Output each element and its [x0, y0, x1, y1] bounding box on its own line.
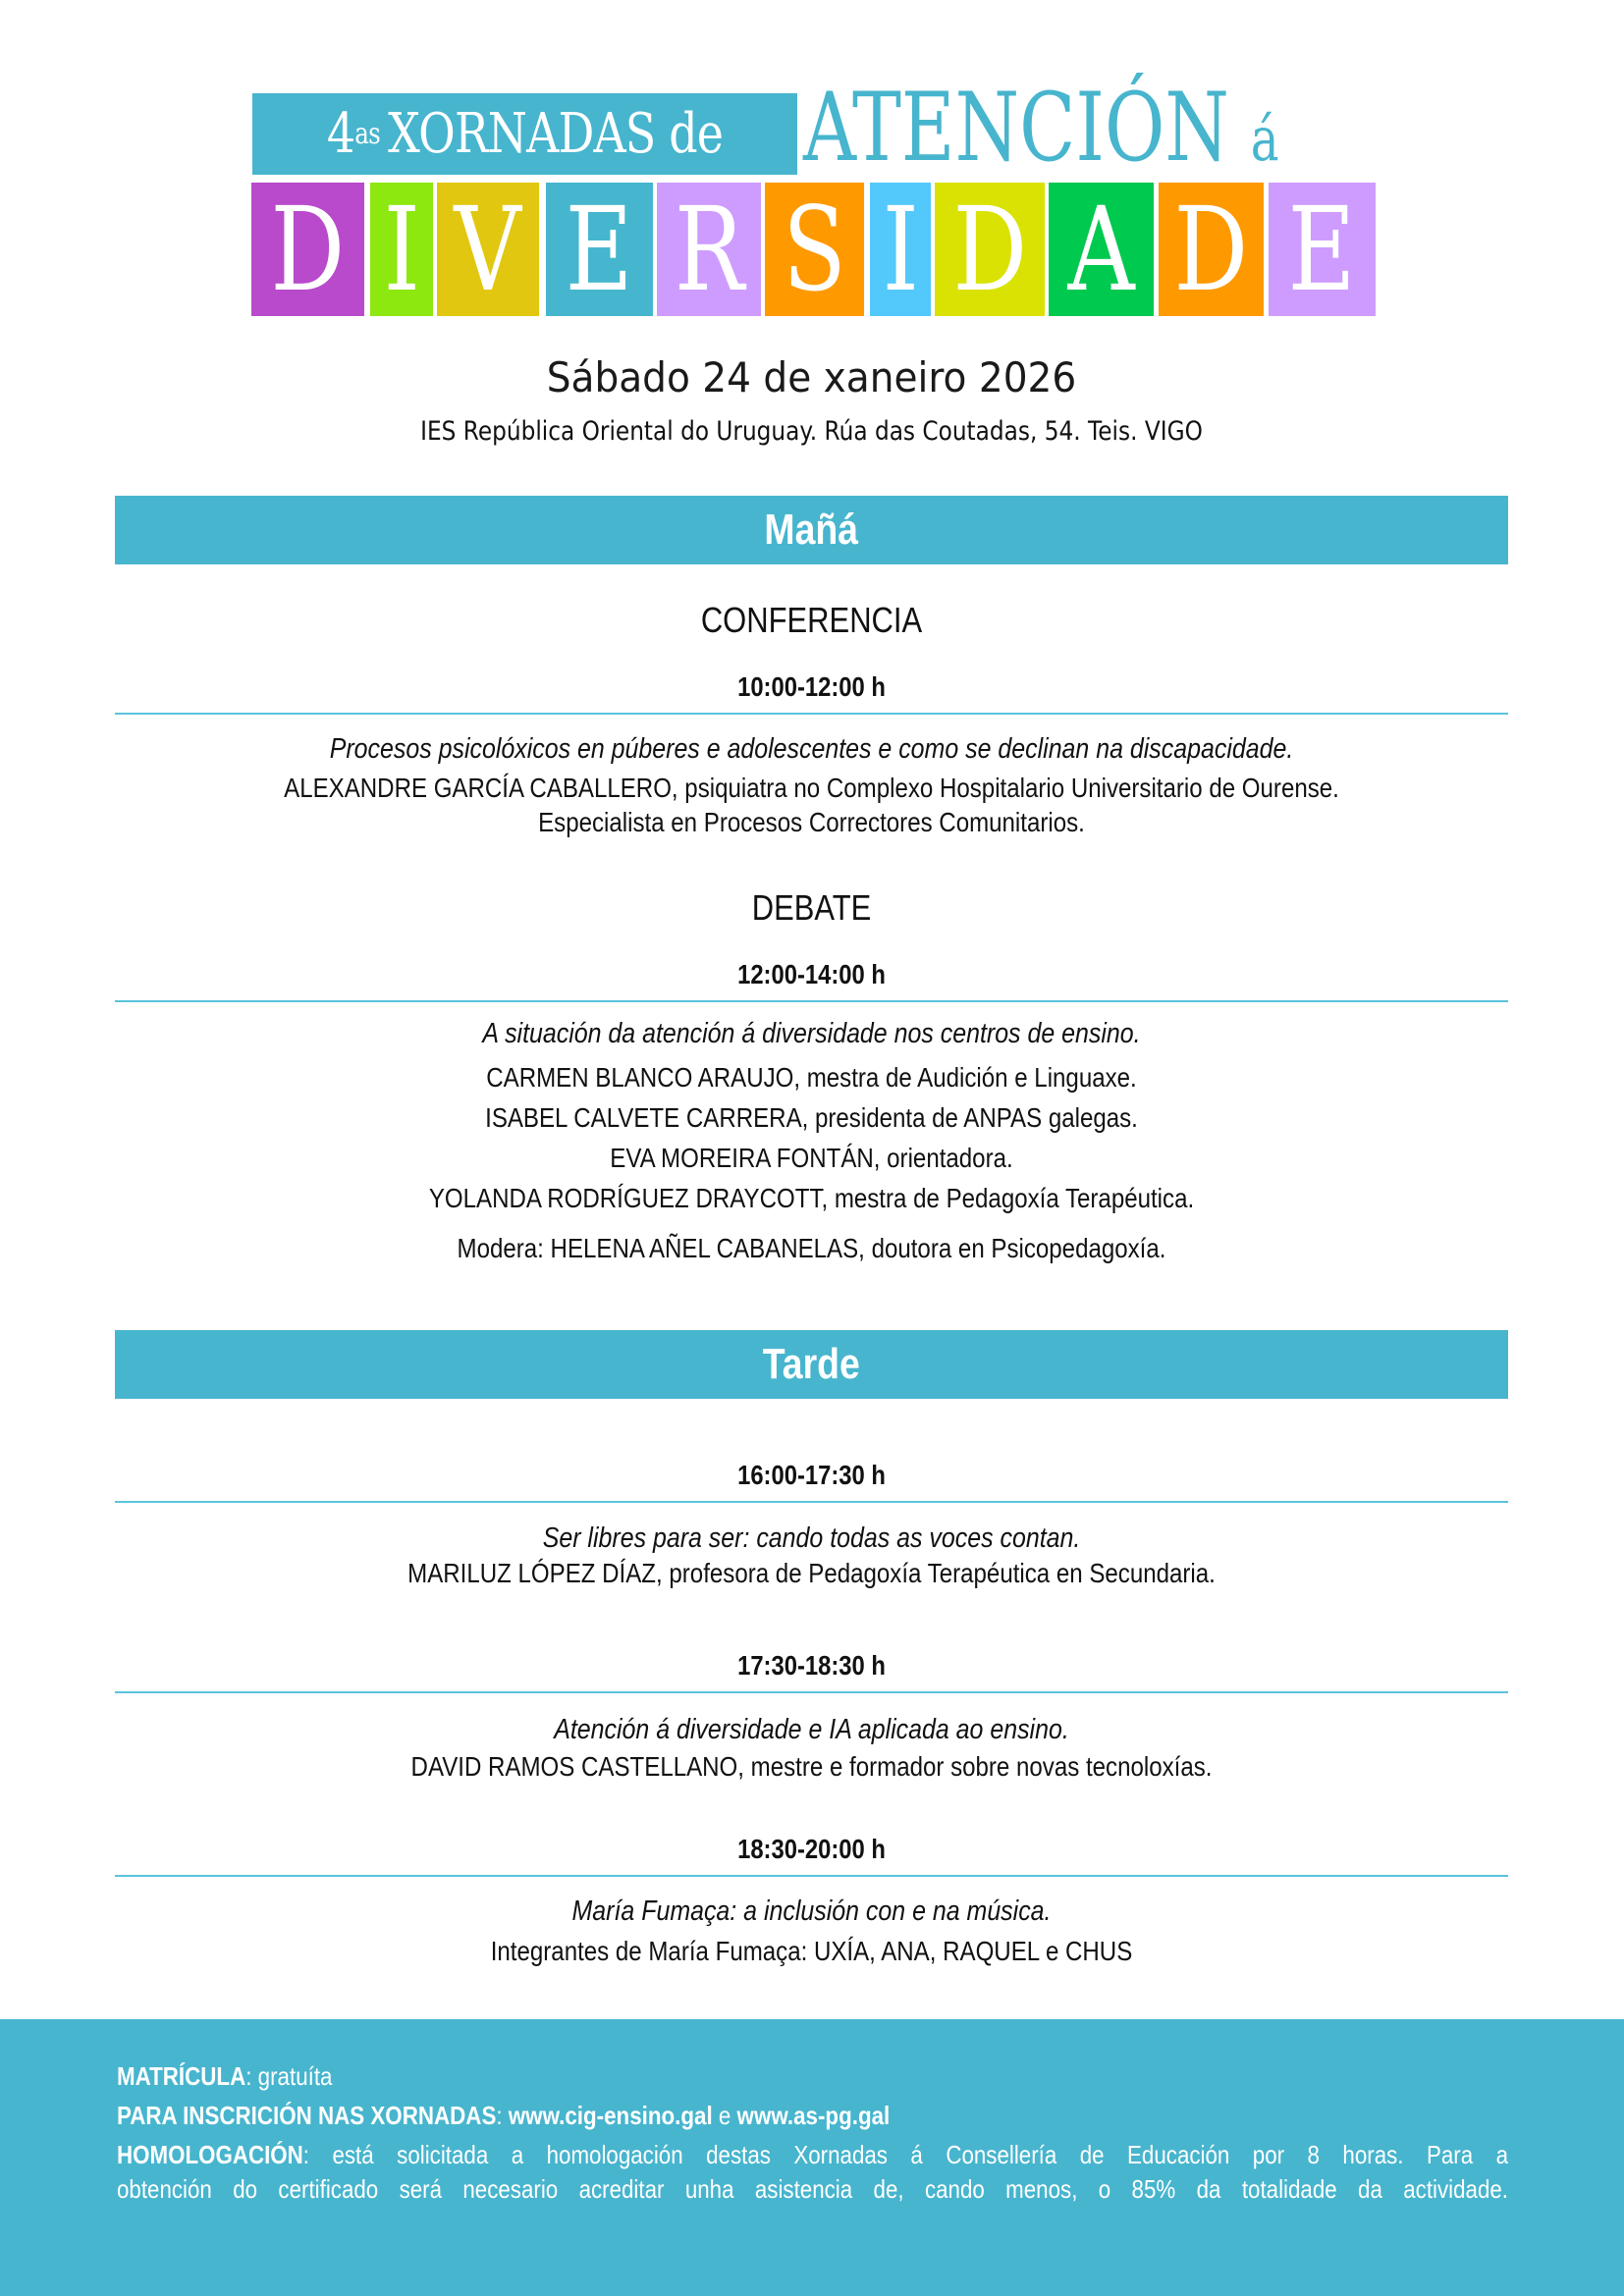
logo-a-accent: á: [1250, 103, 1279, 175]
speaker-line: DAVID RAMOS CASTELLANO, mestre e formador sobre novas tecnoloxías.: [410, 1751, 1213, 1782]
session-type-conference: CONFERENCIA: [700, 600, 923, 640]
speaker-line: Especialista en Procesos Correctores Comunitarios.: [538, 807, 1085, 837]
speaker-line: YOLANDA RODRÍGUEZ DRAYCOTT, mestra de Pedagoxía Terapéutica.: [428, 1183, 1195, 1213]
session-title: A situación da atención á diversidade nos centros de ensino.: [482, 1018, 1141, 1049]
logo-atencion-text: ATENCIÓN: [803, 73, 1229, 183]
divider: [115, 1000, 1508, 1002]
logo-edition-box: [252, 93, 797, 175]
speaker-line: ALEXANDRE GARCÍA CABALLERO, psiquiatra no Complexo Hospitalario Universitario de Ourense.: [284, 773, 1339, 803]
link-cig-ensino[interactable]: www.cig-ensino.gal: [508, 2101, 713, 2130]
logo-tile: D: [251, 183, 364, 316]
divider: [115, 1875, 1508, 1877]
logo-tile: E: [1269, 183, 1376, 316]
logo-tile: R: [657, 183, 761, 316]
event-venue: IES República Oriental do Uruguay. Rúa das Coutadas, 54. Teis. VIGO: [420, 416, 1203, 447]
logo-atencion: [803, 73, 1279, 183]
divider: [115, 713, 1508, 715]
session-time: 18:30-20:00 h: [737, 1834, 886, 1864]
logo-edition-suffix: as: [354, 117, 380, 151]
logo-tile: V: [437, 183, 539, 316]
session-title: Ser libres para ser: cando todas as voces contan.: [542, 1522, 1081, 1554]
logo-tile: I: [370, 183, 433, 316]
speaker-line: ISABEL CALVETE CARRERA, presidenta de ANPAS galegas.: [485, 1102, 1138, 1133]
logo-tile: D: [935, 183, 1045, 316]
session-time: 16:00-17:30 h: [737, 1460, 886, 1490]
divider: [115, 1691, 1508, 1693]
accreditation-info-line2: obtención do certificado será necesario acreditar unha asistencia de, cando menos, o 85% da totalidade da actividade.: [117, 2174, 1509, 2204]
logo-tile: S: [765, 183, 864, 316]
logo-xornadas: XORNADAS de: [388, 102, 724, 166]
session-time: 12:00-14:00 h: [737, 959, 886, 989]
moderator-line: Modera: HELENA AÑEL CABANELAS, doutora en Psicopedagoxía.: [457, 1233, 1166, 1263]
logo-tile: A: [1049, 183, 1154, 316]
link-as-pg[interactable]: www.as-pg.gal: [736, 2101, 891, 2130]
enrollment-value: : gratuíta: [245, 2061, 333, 2091]
enrollment-info: [117, 2057, 1314, 2095]
accreditation-info-line1: HOMOLOGACIÓN: está solicitada a homologación destas Xornadas á Consellería de Educación por 8 horas. Para a: [117, 2140, 1509, 2169]
session-type-debate: DEBATE: [751, 887, 872, 928]
speaker-line: MARILUZ LÓPEZ DÍAZ, profesora de Pedagoxía Terapéutica en Secundaria.: [407, 1558, 1216, 1588]
session-time: 10:00-12:00 h: [737, 671, 886, 702]
info-footer: [0, 2019, 1624, 2296]
speaker-line: CARMEN BLANCO ARAUJO, mestra de Audición e Linguaxe.: [486, 1062, 1137, 1093]
logo-tile: D: [1159, 183, 1264, 316]
enrollment-label: MATRÍCULA: [117, 2061, 246, 2091]
session-time: 17:30-18:30 h: [737, 1650, 886, 1681]
session-title: María Fumaça: a inclusión con e na música.: [571, 1896, 1052, 1927]
logo-tile: E: [546, 183, 653, 316]
speaker-line: Integrantes de María Fumaça: UXÍA, ANA, RAQUEL e CHUS: [490, 1936, 1133, 1966]
event-date: Sábado 24 de xaneiro 2026: [546, 353, 1077, 401]
section-header-morning: Mañá: [115, 496, 1508, 564]
speaker-line: EVA MOREIRA FONTÁN, orientadora.: [610, 1143, 1013, 1173]
section-header-afternoon: Tarde: [115, 1330, 1508, 1399]
session-title: Procesos psicolóxicos en púberes e adolescentes e como se declinan na discapacidade.: [329, 733, 1294, 765]
registration-label: PARA INSCRICIÓN NAS XORNADAS: [117, 2101, 497, 2130]
logo-tile: I: [870, 183, 931, 316]
session-title: Atención á diversidade e IA aplicada ao ensino.: [554, 1714, 1069, 1745]
accreditation-label: HOMOLOGACIÓN: [117, 2140, 303, 2169]
divider: [115, 1501, 1508, 1503]
registration-info: PARA INSCRICIÓN NAS XORNADAS: www.cig-ensino.gal e www.as-pg.gal: [117, 2101, 891, 2130]
logo-edition-number: 4: [326, 102, 355, 166]
